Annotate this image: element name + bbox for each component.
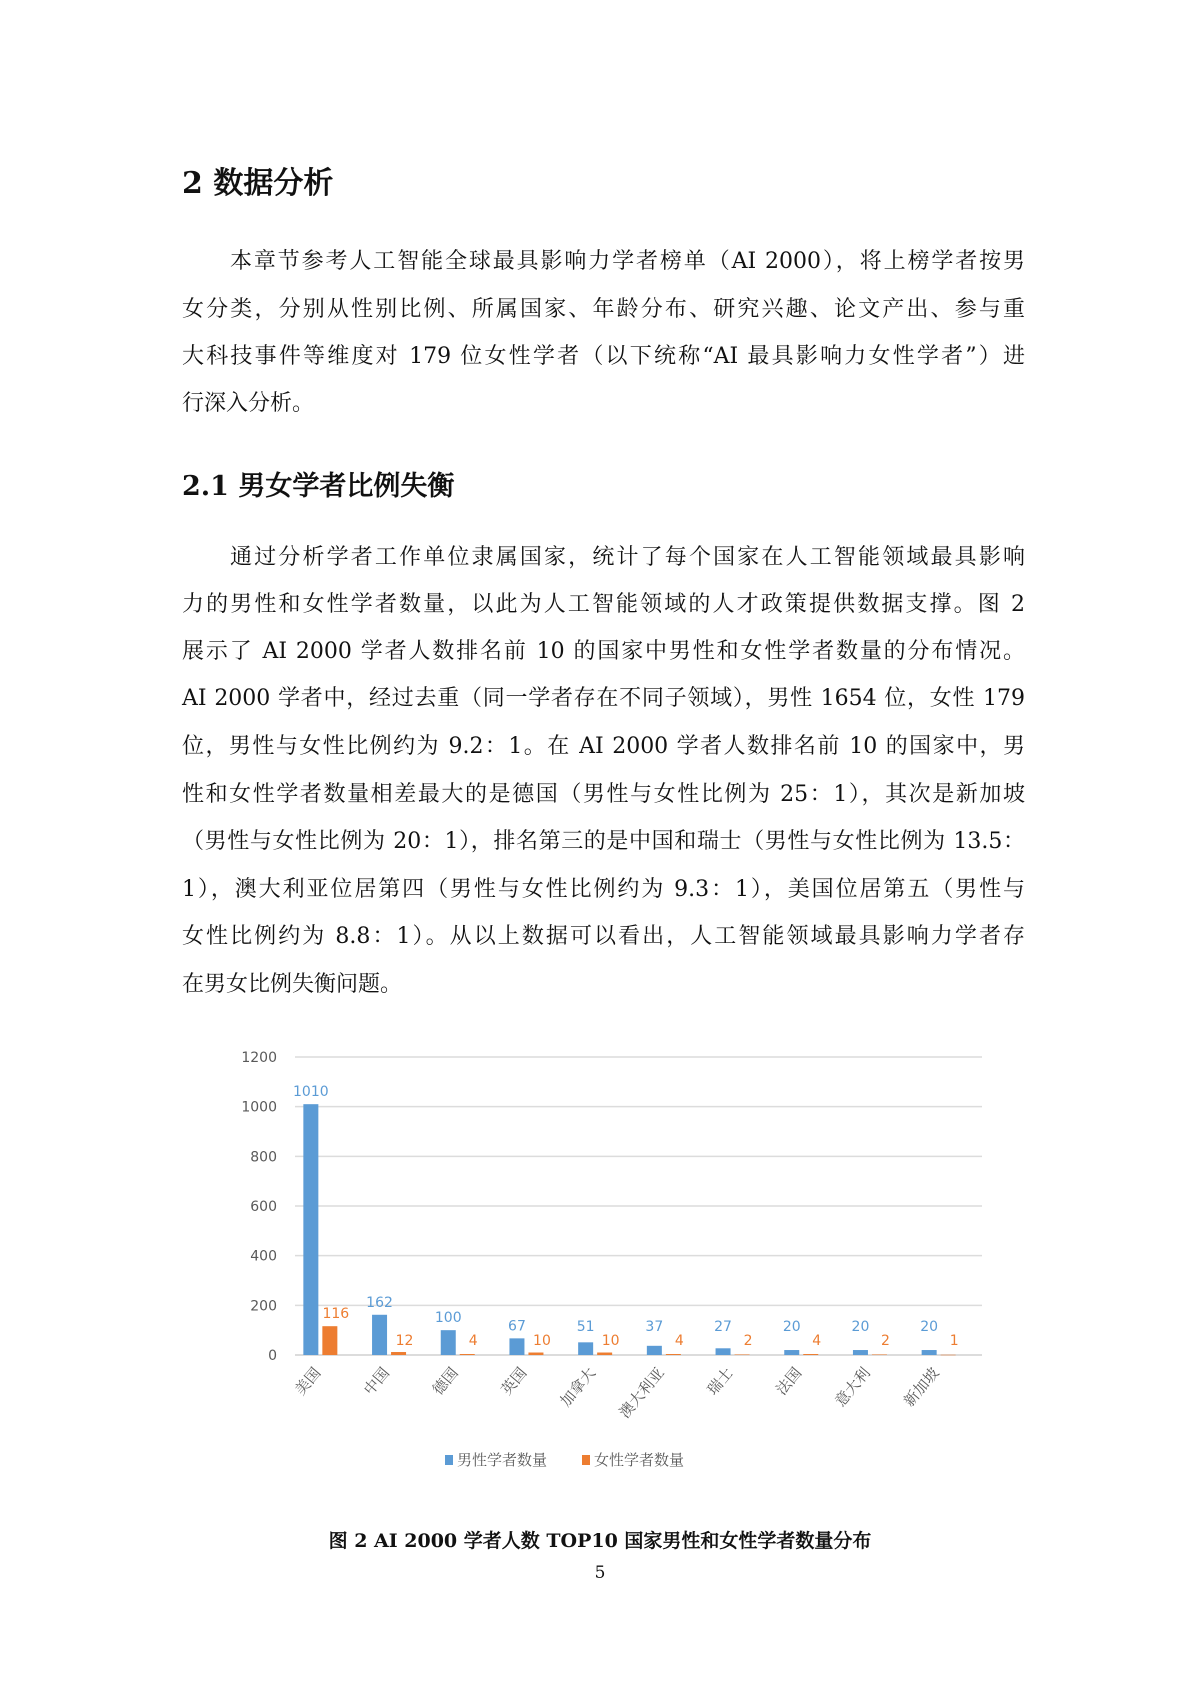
- x-tick-label: 意大利: [831, 1364, 875, 1411]
- y-tick-label: 1200: [241, 1050, 277, 1066]
- bar-female: [735, 1355, 750, 1356]
- x-tick-label: 加拿大: [556, 1364, 600, 1411]
- x-tick-label: 中国: [360, 1364, 394, 1399]
- x-tick-label: 美国: [291, 1364, 325, 1399]
- section-heading: 2 数据分析: [182, 166, 334, 201]
- data-label: 1010: [293, 1084, 329, 1101]
- figure-caption: 图 2 AI 2000 学者人数 TOP10 国家男性和女性学者数量分布: [328, 1530, 872, 1552]
- data-label: 20: [920, 1319, 939, 1335]
- body-line: 展示了 AI 2000 学者人数排名前 10 的国家中男性和女性学者数量的分布情况。: [182, 639, 1025, 664]
- intro-line: 行深入分析。: [182, 391, 315, 416]
- subsection-heading: 2.1 男女学者比例失衡: [182, 471, 455, 502]
- y-tick-label: 0: [268, 1348, 277, 1364]
- bar-male: [922, 1350, 937, 1355]
- body-line: 力的男性和女性学者数量，以此为人工智能领域的人才政策提供数据支撑。图 2: [182, 592, 1025, 617]
- data-label: 4: [674, 1333, 684, 1349]
- y-tick-label: 800: [250, 1149, 277, 1166]
- data-label: 51: [576, 1319, 595, 1335]
- data-label: 12: [395, 1333, 414, 1349]
- bar-male: [647, 1346, 662, 1355]
- intro-line: 女分类，分别从性别比例、所属国家、年龄分布、研究兴趣、论文产出、参与重: [182, 297, 1025, 322]
- bar-female: [460, 1354, 475, 1355]
- bar-male: [303, 1104, 318, 1355]
- bar-male: [784, 1350, 799, 1355]
- bar-male: [441, 1330, 456, 1355]
- bar-female: [666, 1354, 681, 1355]
- y-tick-label: 1000: [241, 1099, 277, 1116]
- y-tick-label: 200: [250, 1298, 277, 1315]
- bar-male: [716, 1348, 731, 1355]
- body-line: 女性比例约为 8.8：1）。从以上数据可以看出，人工智能领域最具影响力学者存: [182, 924, 1025, 949]
- y-tick-label: 400: [250, 1248, 277, 1265]
- data-label: 1: [949, 1333, 959, 1349]
- x-tick-label: 英国: [497, 1364, 531, 1399]
- intro-line: 大科技事件等维度对 179 位女性学者（以下统称“AI 最具影响力女性学者”）进: [182, 344, 1025, 369]
- body-line: 通过分析学者工作单位隶属国家，统计了每个国家在人工智能领域最具影响: [230, 545, 1025, 570]
- legend-swatch-male: [445, 1455, 453, 1465]
- bar-male: [853, 1350, 868, 1355]
- body-line: 性和女性学者数量相差最大的是德国（男性与女性比例为 25：1），其次是新加坡: [182, 782, 1025, 807]
- bar-male: [372, 1315, 387, 1355]
- legend-label: 女性学者数量: [594, 1451, 685, 1469]
- x-tick-label: 瑞士: [703, 1364, 737, 1399]
- data-label: 4: [468, 1333, 478, 1349]
- intro-line: 本章节参考人工智能全球最具影响力学者榜单（AI 2000），将上榜学者按男: [230, 249, 1025, 274]
- bar-female: [528, 1353, 543, 1355]
- data-label: 116: [322, 1306, 350, 1323]
- bar-female: [941, 1355, 956, 1356]
- legend-swatch-female: [582, 1455, 590, 1465]
- data-label: 2: [880, 1333, 890, 1349]
- y-tick-label: 600: [250, 1199, 277, 1215]
- data-label: 10: [601, 1333, 620, 1349]
- bar-female: [322, 1326, 337, 1355]
- data-label: 20: [782, 1319, 801, 1335]
- x-tick-label: 法国: [772, 1364, 806, 1399]
- x-tick-label: 新加坡: [899, 1364, 943, 1411]
- body-line: 位，男性与女性比例约为 9.2：1。在 AI 2000 学者人数排名前 10 的国家中，男: [182, 734, 1025, 759]
- body-line: AI 2000 学者中，经过去重（同一学者存在不同子领域），男性 1654 位，女性 179: [182, 686, 1025, 711]
- data-label: 162: [366, 1294, 393, 1311]
- x-tick-label: 德国: [428, 1364, 462, 1399]
- data-label: 10: [533, 1333, 551, 1349]
- page-number: 5: [594, 1563, 606, 1583]
- data-label: 100: [434, 1310, 462, 1327]
- bar-female: [803, 1354, 818, 1355]
- body-line: 在男女比例失衡问题。: [182, 972, 403, 997]
- data-label: 67: [508, 1318, 526, 1335]
- legend-label: 男性学者数量: [457, 1451, 548, 1469]
- body-line: （男性与女性比例为 20：1），排名第三的是中国和瑞士（男性与女性比例为 13.5：: [182, 829, 1025, 854]
- data-label: 4: [812, 1333, 822, 1349]
- data-label: 20: [851, 1319, 870, 1335]
- x-tick-label: 澳大利亚: [615, 1364, 668, 1422]
- data-label: 37: [645, 1319, 664, 1335]
- data-label: 2: [743, 1333, 753, 1349]
- bar-chart: [200, 1035, 1000, 1495]
- bar-male: [509, 1338, 524, 1355]
- data-label: 27: [714, 1319, 732, 1335]
- body-line: 1），澳大利亚位居第四（男性与女性比例约为 9.3：1），美国位居第五（男性与: [182, 877, 1025, 902]
- bar-female: [872, 1355, 887, 1356]
- bar-female: [391, 1352, 406, 1355]
- bar-female: [597, 1353, 612, 1355]
- bar-male: [578, 1342, 593, 1355]
